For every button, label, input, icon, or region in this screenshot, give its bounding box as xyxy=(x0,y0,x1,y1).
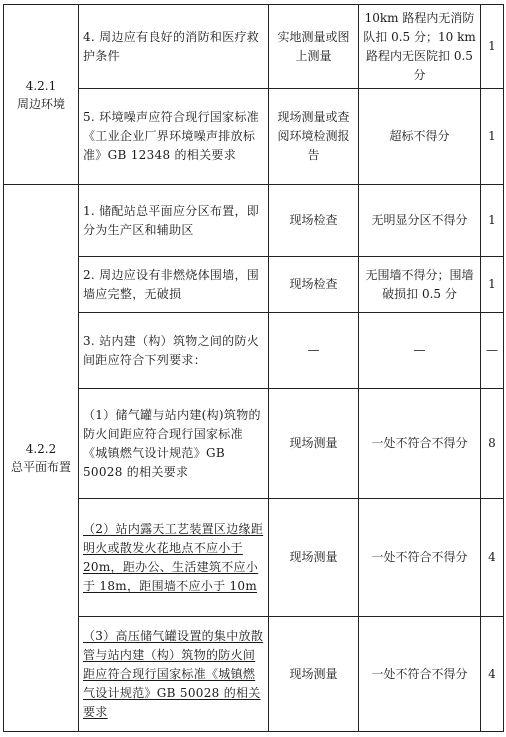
table-row xyxy=(4,499,504,617)
table-row xyxy=(4,185,504,257)
method-cell: 现场检查 xyxy=(269,185,359,257)
score-cell: — xyxy=(481,313,504,389)
method-cell: 现场检查 xyxy=(269,257,359,313)
requirement-cell: 5. 环境噪声应符合现行国家标准《工业企业厂界环境噪声排放标准》GB 12348 的相关要求 xyxy=(79,89,269,185)
score-cell: 1 xyxy=(481,257,504,313)
score-cell: 4 xyxy=(481,499,504,617)
table-row xyxy=(4,389,504,499)
scoring-rule-cell: 一处不符合不得分 xyxy=(359,617,481,732)
scoring-rule-cell: 无围墙不得分；围墙破损扣 0.5 分 xyxy=(359,257,481,313)
score-cell: 8 xyxy=(481,389,504,499)
method-cell: 现场测量或查阅环境检测报告 xyxy=(269,89,359,185)
section-cell-surroundings xyxy=(4,5,79,185)
table-row xyxy=(4,89,504,185)
score-cell: 1 xyxy=(481,89,504,185)
method-cell: 现场测量 xyxy=(269,617,359,732)
scoring-rule-cell: 一处不符合不得分 xyxy=(359,499,481,617)
scoring-rule-cell: 无明显分区不得分 xyxy=(359,185,481,257)
scoring-rule-cell: — xyxy=(359,313,481,389)
section-code: 4.2.2 xyxy=(25,442,57,456)
table-row xyxy=(4,257,504,313)
requirement-cell: 3. 站内建（构）筑物之间的防火间距应符合下列要求： xyxy=(79,313,269,389)
method-cell: 现场测量 xyxy=(269,389,359,499)
score-cell: 1 xyxy=(481,185,504,257)
requirement-cell: 2. 周边应设有非燃烧体围墙，围墙应完整，无破损 xyxy=(79,257,269,313)
inspection-standard-table xyxy=(3,4,504,732)
section-name: 总平面布置 xyxy=(10,460,71,474)
method-cell: 实地测量或图上测量 xyxy=(269,5,359,89)
section-name: 周边环境 xyxy=(16,96,65,111)
section-cell-layout xyxy=(4,185,79,732)
requirement-cell: 4. 周边应有良好的消防和医疗救护条件 xyxy=(79,5,269,89)
score-cell: 1 xyxy=(481,5,504,89)
requirement-cell: （2）站内露天工艺装置区边缘距明火或散发火花地点不应小于 20m，距办公、生活建筑不应小于 18m，距围墙不应小于 10m xyxy=(79,499,269,617)
table-row xyxy=(4,617,504,732)
score-cell: 4 xyxy=(481,617,504,732)
requirement-cell: （3）高压储气罐设置的集中放散管与站内建（构）筑物的防火间距应符合现行国家标准《城镇燃气设计规范》GB 50028 的相关要求 xyxy=(79,617,269,732)
table-row xyxy=(4,5,504,89)
section-code: 4.2.1 xyxy=(25,78,57,93)
requirement-cell: （1）储气罐与站内建(构)筑物的防火间距应符合现行国家标准《城镇燃气设计规范》GB 50028 的相关要求 xyxy=(79,389,269,499)
scoring-rule-cell: 一处不符合不得分 xyxy=(359,389,481,499)
table-row xyxy=(4,313,504,389)
scoring-rule-cell: 超标不得分 xyxy=(359,89,481,185)
method-cell: — xyxy=(269,313,359,389)
scoring-rule-cell: 10km 路程内无消防队扣 0.5 分；10 km 路程内无医院扣 0.5 分 xyxy=(359,5,481,89)
method-cell: 现场测量 xyxy=(269,499,359,617)
requirement-cell: 1. 储配站总平面应分区布置，即分为生产区和辅助区 xyxy=(79,185,269,257)
